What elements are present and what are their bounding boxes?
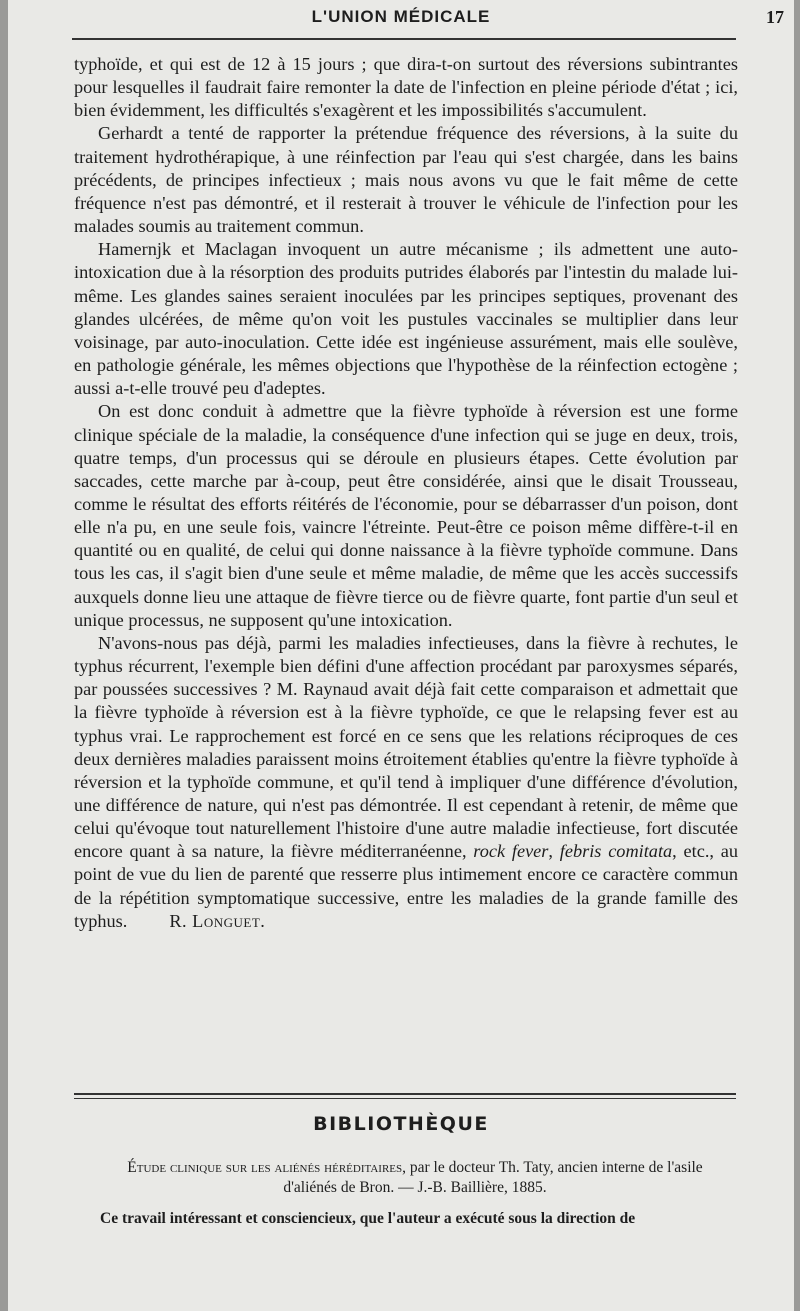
article-paragraph: On est donc conduit à admettre que la fièvre typhoïde à réversion est une forme clinique spéciale de la maladie, la conséquence d'une infection qui se juge en deux, trois, quatre temps, d'un processus qui se déroule en plusieurs étapes. Cette évolution par saccades, cette marche par à-coup, peut être considérée, ainsi que le disait Trousseau, comme le résultat des efforts réitérés de l'économie, pour se débarrasser d'un poison, dont elle n'a pu, en une seule fois, vaincre l'étreinte. Peut-être ce poison même diffère-t-il en quantité ou en qualité, de celui qui donne naissance à la fièvre typhoïde commune. Dans tous les cas, il s'agit bien d'une seule et même maladie, de même que les accès successifs auxquels donne lieu une attaque de fièvre tierce ou de fièvre quarte, font partie d'un seul et unique processus, ne supposent qu'une intoxication. xyxy=(74,401,738,630)
book-title: Étude clinique sur les aliénés héréditaires, xyxy=(127,1159,407,1176)
article-paragraph xyxy=(74,632,738,933)
book-author: par le docteur Th. Taty, xyxy=(409,1159,554,1176)
header-rule xyxy=(72,38,736,40)
section-heading: BIBLIOTHÈQUE xyxy=(313,1113,489,1135)
author-signature: R. Longuet. xyxy=(169,910,266,931)
article-paragraph: Hamernjk et Maclagan invoquent un autre mécanisme ; ils admettent une auto-intoxication due à la résorption des produits putrides élaborés par l'intestin du malade lui-même. Les glandes saines seraient inoculées par les principes septiques, provenant des glandes ulcérées, de même qu'on voit les pustules vaccinales se multiplier dans leur voisinage, par auto-inoculation. Cette idée est ingénieuse assurément, mais elle soulève, en pathologie générale, les mêmes objections que l'hypothèse de la réinfection ectogène ; aussi a-t-elle trouvé peu d'adeptes. xyxy=(74,239,738,399)
page-number: 17 xyxy=(766,7,784,27)
review-text: Ce travail intéressant et consciencieux, que l'auteur a exécuté sous la direction de xyxy=(100,1210,636,1227)
book-details: ancien interne de l'asile d'aliénés de Bron. — J.-B. Baillière, 1885. xyxy=(283,1159,703,1196)
article-paragraph: typhoïde, et qui est de 12 à 15 jours ; que dira-t-on surtout des réversions subintrantes pour lesquelles il faudrait faire remonter la date de l'infection en pleine période d'état ; ici, bien évidemment, les difficultés s'exagèrent et les impossibilités s'accumulent. xyxy=(74,54,738,121)
paragraph-text: , xyxy=(548,841,553,862)
article-body xyxy=(74,53,738,933)
section-divider xyxy=(74,1098,736,1099)
section-divider xyxy=(74,1093,736,1095)
paragraph-text: N'avons-nous pas déjà, parmi les maladies infectieuses, dans la fièvre à rechutes, le typhus récurrent, l'exemple bien défini d'une affection procédant par paroxysmes séparés, par poussées successives ? M. Raynaud avait déjà fait cette comparaison et admettait que la fièvre typhoïde à réversion est à la fièvre typhoïde, ce que le relapsing fever est au typhus vrai. Le rapprochement est forcé en ce sens que les relations réciproques de ces deux dernières maladies paraissent moins étroitement établies qu'entre la fièvre typhoïde à réversion et la typhoïde commune, et qu'il tend à impliquer d'une différence d'évolution, une différence de nature, qui n'est pas démontrée. Il est cependant à retenir, de même que celui qu'évoque tout naturellement l'histoire d'une autre maladie infectieuse, fort discutée encore quant à sa nature, la fièvre méditerranéenne, xyxy=(74,632,738,862)
running-header xyxy=(8,4,794,30)
review-citation xyxy=(100,1158,730,1198)
italic-term: rock fever xyxy=(473,841,549,862)
italic-term: febris comitata xyxy=(559,841,673,862)
article-paragraph: Gerhardt a tenté de rapporter la prétendue fréquence des réversions, à la suite du traitement hydrothérapique, à une réinfection par l'eau qui s'est chargée, dans les bains précédents, de principes infectieux ; mais nous avons vu que le fait même de cette fréquence n'est pas démontré, et il resterait à trouver le véhicule de l'infection pour les malades soumis au traitement commun. xyxy=(74,123,738,237)
journal-title: L'UNION MÉDICALE xyxy=(311,7,491,26)
paragraph-text: , etc., au point de vue du lien de parenté que resserre plus intimement encore ce caractère commun de la répétition symptomatique successive, entre les maladies de la grande famille des typhus. xyxy=(74,841,738,931)
journal-page xyxy=(8,0,794,1311)
